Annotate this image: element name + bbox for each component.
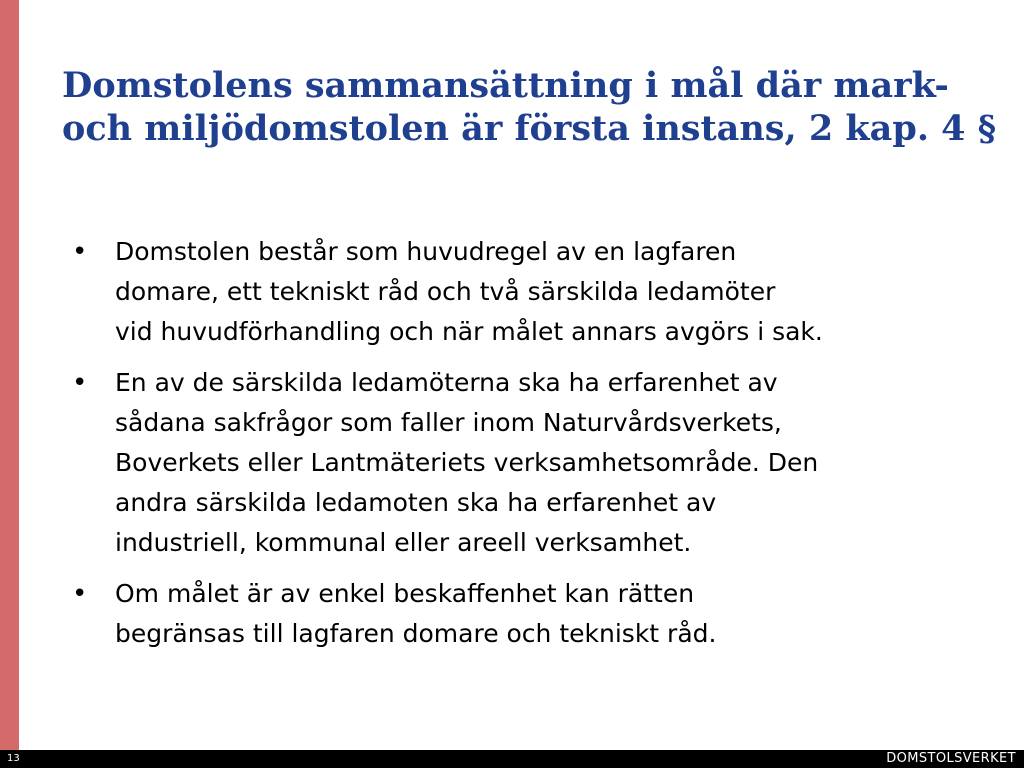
- bullet-item: [72, 232, 992, 352]
- brand-logo-text: DOMSTOLSVERKET: [886, 751, 1016, 766]
- bullet-text-line: andra särskilda ledamoten ska ha erfarenhet av: [115, 488, 717, 517]
- bullet-icon: •: [72, 579, 88, 609]
- bullet-text-line: Domstolen består som huvudregel av en lagfaren: [115, 237, 737, 266]
- bullet-text-line: En av de särskilda ledamöterna ska ha erfarenhet av: [115, 368, 778, 397]
- title-line: och miljödomstolen är första instans, 2 kap. 4 §: [62, 108, 997, 149]
- title-line: Domstolens sammansättning i mål där mark-: [62, 65, 949, 106]
- page-number: 13: [7, 753, 20, 764]
- bullet-text-line: Om målet är av enkel beskaffenhet kan rätten: [115, 579, 695, 608]
- bullet-icon: •: [72, 368, 88, 398]
- left-accent-bar: [0, 0, 19, 750]
- footer-bar: [0, 750, 1024, 768]
- bullet-text-line: begränsas till lagfaren domare och tekniskt råd.: [115, 619, 717, 648]
- bullet-icon: •: [72, 237, 88, 267]
- bullet-text-line: domare, ett tekniskt råd och två särskilda ledamöter: [115, 277, 776, 306]
- bullet-item: [72, 574, 992, 654]
- bullet-list: [72, 232, 992, 665]
- bullet-text-line: industriell, kommunal eller areell verksamhet.: [115, 528, 692, 557]
- bullet-item: [72, 363, 992, 563]
- bullet-text-line: sådana sakfrågor som faller inom Naturvårdsverkets,: [115, 408, 782, 437]
- bullet-text-line: Boverkets eller Lantmäteriets verksamhetsområde. Den: [115, 448, 819, 477]
- slide-title: [62, 64, 1002, 150]
- bullet-text-line: vid huvudförhandling och när målet annars avgörs i sak.: [115, 317, 823, 346]
